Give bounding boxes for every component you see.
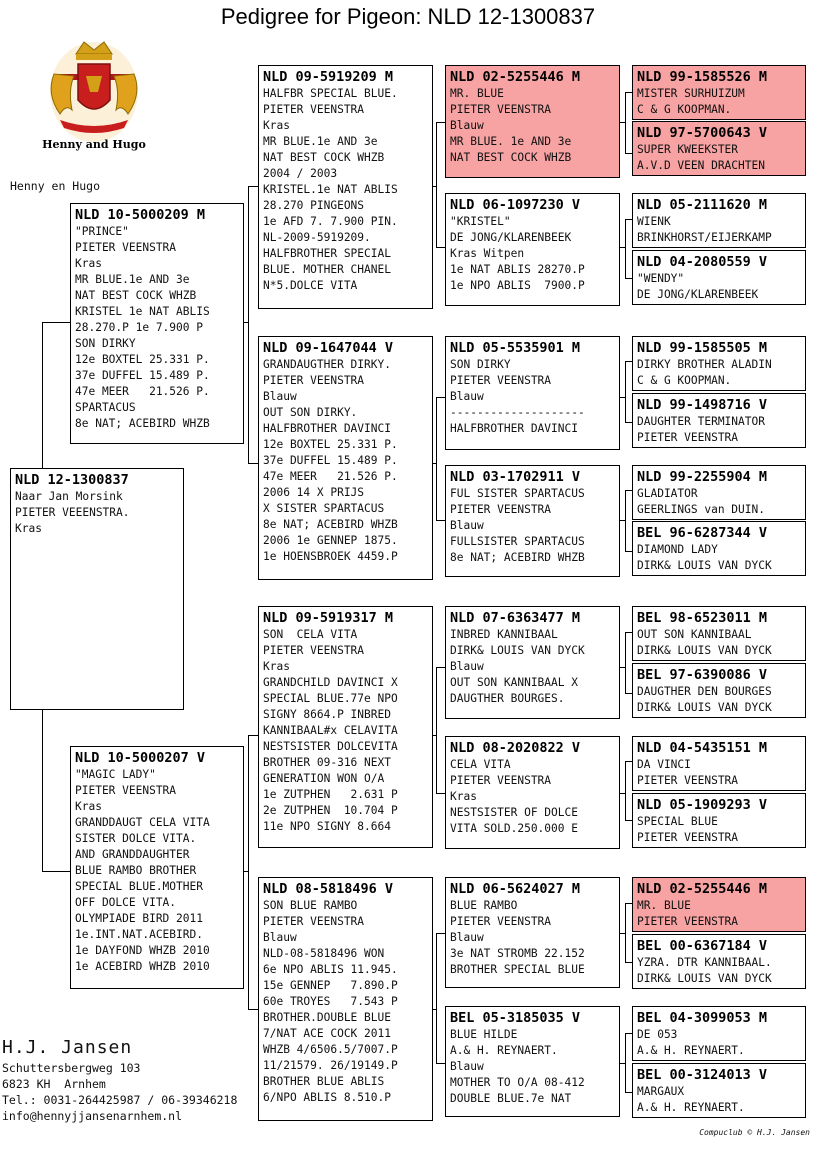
contact-city: 6823 KH Arnhem bbox=[2, 1077, 106, 1091]
ring-number: NLD 08-2020822 V bbox=[450, 740, 581, 756]
pedigree-box-great-great-grandparent bbox=[632, 521, 806, 576]
pedigree-box-great-great-grandparent bbox=[632, 65, 806, 120]
pedigree-box-great-great-grandparent bbox=[632, 663, 806, 718]
connector-line bbox=[436, 933, 437, 1064]
pigeon-info-line: MR. BLUE bbox=[637, 899, 691, 912]
pedigree-box-great-great-grandparent bbox=[632, 1063, 806, 1118]
pigeon-info-line: PIETER VEENSTRA bbox=[450, 915, 552, 928]
connector-line bbox=[625, 761, 626, 821]
pigeon-info-line: PIETER VEENSTRA bbox=[450, 103, 552, 116]
pigeon-info-line: OLYMPIADE BIRD 2011 bbox=[75, 912, 203, 925]
pigeon-info-line: 11e NPO SIGNY 8.664 bbox=[263, 820, 391, 833]
pigeon-info-line: N*5.DOLCE VITA bbox=[263, 279, 358, 292]
pigeon-info-line: DE JONG/KLARENBEEK bbox=[450, 231, 572, 244]
pigeon-info-line: MISTER SURHUIZUM bbox=[637, 87, 745, 100]
pigeon-info-line: NAT BEST COCK WHZB bbox=[263, 151, 385, 164]
contact-email[interactable]: info@hennyjjansenarnhem.nl bbox=[2, 1109, 183, 1123]
pigeon-info-line: Kras bbox=[75, 800, 102, 813]
pedigree-box-great-great-grandparent bbox=[632, 736, 806, 791]
pigeon-info-line: NESTSISTER DOLCEVITA bbox=[263, 740, 398, 753]
connector-line bbox=[436, 667, 445, 668]
pigeon-info-line: GLADIATOR bbox=[637, 487, 698, 500]
pigeon-info-line: SUPER KWEEKSTER bbox=[637, 143, 739, 156]
pigeon-info-line: CELA VITA bbox=[450, 758, 511, 771]
ring-number: NLD 02-5255446 M bbox=[637, 881, 768, 897]
pedigree-box-grandparent bbox=[258, 65, 433, 309]
pigeon-info-line: 2004 / 2003 bbox=[263, 167, 338, 180]
pigeon-info-line: BROTHER SPECIAL BLUE bbox=[450, 963, 585, 976]
pigeon-info-line: MARGAUX bbox=[637, 1085, 685, 1098]
pigeon-info-line: SON BLUE RAMBO bbox=[263, 899, 358, 912]
pigeon-info-line: 37e DUFFEL 15.489 P. bbox=[263, 454, 398, 467]
pigeon-info-line: 15e GENNEP 7.890.P bbox=[263, 979, 398, 992]
pigeon-info-line: BROTHER 09-316 NEXT bbox=[263, 756, 391, 769]
pigeon-info-line: Blauw bbox=[450, 519, 484, 532]
pigeon-info-line: 8e NAT; ACEBIRD WHZB bbox=[263, 518, 398, 531]
pigeon-info-line: DE 053 bbox=[637, 1028, 678, 1041]
pigeon-info-line: FUL SISTER SPARTACUS bbox=[450, 487, 585, 500]
pigeon-info-line: "MAGIC LADY" bbox=[75, 768, 156, 781]
connector-line bbox=[436, 122, 445, 123]
contact-address: Schuttersbergweg 103 bbox=[2, 1061, 141, 1075]
connector-line bbox=[625, 632, 626, 694]
pigeon-info-line: PIETER VEENSTRA bbox=[263, 374, 365, 387]
pedigree-box-great-great-grandparent bbox=[632, 393, 806, 448]
pigeon-info-line: Kras bbox=[75, 257, 102, 270]
pigeon-info-line: DE JONG/KLARENBEEK bbox=[637, 288, 759, 301]
pigeon-info-line: 8e NAT; ACEBIRD WHZB bbox=[75, 417, 210, 430]
pigeon-info-line: YZRA. DTR KANNIBAAL. bbox=[637, 956, 772, 969]
ring-number: NLD 09-1647044 V bbox=[263, 340, 394, 356]
pigeon-info-line: 1e HOENSBROEK 4459.P bbox=[263, 550, 398, 563]
connector-line bbox=[42, 322, 70, 323]
pigeon-info-line: HALFBROTHER DAVINCI bbox=[263, 422, 391, 435]
pigeon-info-line: "KRISTEL" bbox=[450, 215, 511, 228]
pedigree-box-great-great-grandparent bbox=[632, 336, 806, 391]
pigeon-info-line: PIETER VEENSTRA bbox=[263, 915, 365, 928]
connector-line bbox=[436, 1063, 445, 1064]
pedigree-box-great-great-grandparent bbox=[632, 250, 806, 305]
pigeon-info-line: GENERATION WON O/A bbox=[263, 772, 385, 785]
connector-line bbox=[436, 247, 445, 248]
footer-credit: Compuclub © H.J. Jansen bbox=[699, 1128, 810, 1137]
logo-caption: Henny and Hugo bbox=[42, 138, 146, 151]
pigeon-info-line: Kras Witpen bbox=[450, 247, 525, 260]
pigeon-info-line: 1e ACEBIRD WHZB 2010 bbox=[75, 960, 210, 973]
crest-logo bbox=[36, 34, 152, 154]
pigeon-info-line: MR. BLUE bbox=[450, 87, 504, 100]
pedigree-box-great-great-grandparent bbox=[632, 793, 806, 848]
pigeon-info-line: 2006 1e GENNEP 1875. bbox=[263, 534, 398, 547]
pigeon-info-line: 7/NAT ACE COCK 2011 bbox=[263, 1027, 391, 1040]
pigeon-info-line: PIETER VEENSTRA bbox=[75, 241, 177, 254]
connector-line bbox=[436, 520, 445, 521]
pigeon-info-line: DIRK& LOUIS VAN DYCK bbox=[637, 559, 772, 572]
pigeon-info-line: GRANDCHILD DAVINCI X bbox=[263, 676, 398, 689]
connector-line bbox=[248, 186, 249, 464]
pigeon-info-line: KRISTEL 1e NAT ABLIS bbox=[75, 305, 210, 318]
ring-number: NLD 04-2080559 V bbox=[637, 254, 768, 270]
connector-line bbox=[248, 735, 258, 736]
connector-line bbox=[42, 709, 43, 871]
pigeon-info-line: 28.270 PINGEONS bbox=[263, 199, 365, 212]
ring-number: NLD 08-5818496 V bbox=[263, 881, 394, 897]
connector-line bbox=[248, 463, 258, 464]
pigeon-info-line: PIETER VEENSTRA bbox=[263, 644, 365, 657]
pedigree-box-great-great-grandparent bbox=[632, 877, 806, 932]
pigeon-info-line: PIETER VEENSTRA bbox=[637, 774, 739, 787]
pedigree-box-great-great-grandparent bbox=[632, 1006, 806, 1061]
pigeon-info-line: 1e.INT.NAT.ACEBIRD. bbox=[75, 928, 203, 941]
pigeon-info-line: BLUE RAMBO bbox=[450, 899, 518, 912]
connector-line bbox=[42, 322, 43, 468]
owner-name: Henny en Hugo bbox=[10, 179, 101, 193]
ring-number: NLD 04-5435151 M bbox=[637, 740, 768, 756]
ring-number: BEL 00-6367184 V bbox=[637, 938, 768, 954]
ring-number: BEL 05-3185035 V bbox=[450, 1010, 581, 1026]
pigeon-info-line: A.V.D VEEN DRACHTEN bbox=[637, 159, 765, 172]
pigeon-info-line: 1e DAYFOND WHZB 2010 bbox=[75, 944, 210, 957]
pedigree-box-great-grandparent bbox=[445, 606, 620, 719]
pedigree-box-great-grandparent bbox=[445, 1006, 620, 1117]
pigeon-info-line: SIGNY 8664.P INBRED bbox=[263, 708, 391, 721]
ring-number: NLD 05-1909293 V bbox=[637, 797, 768, 813]
pedigree-box-great-grandparent bbox=[445, 877, 620, 988]
pigeon-info-line: DAUGHTER TERMINATOR bbox=[637, 415, 765, 428]
pigeon-info-line: PIETER VEENSTRA bbox=[637, 831, 739, 844]
pedigree-box-dam bbox=[70, 746, 244, 989]
pigeon-info-line: X SISTER SPARTACUS bbox=[263, 502, 385, 515]
ring-number: NLD 07-6363477 M bbox=[450, 610, 581, 626]
pigeon-info-line: MR BLUE.1e AND 3e bbox=[75, 273, 190, 286]
pigeon-info-line: 6/NPO ABLIS 8.510.P bbox=[263, 1091, 391, 1104]
contact-name: H.J. Jansen bbox=[2, 1037, 133, 1058]
pigeon-info-line: BLUE HILDE bbox=[450, 1028, 518, 1041]
pigeon-info-line: Blauw bbox=[263, 931, 297, 944]
pigeon-info-line: SPECIAL BLUE.MOTHER bbox=[75, 880, 203, 893]
pigeon-info-line: Kras bbox=[15, 522, 42, 535]
pigeon-info-line: NAT BEST COCK WHZB bbox=[450, 151, 572, 164]
ring-number: NLD 05-5535901 M bbox=[450, 340, 581, 356]
pigeon-info-line: SON DIRKY bbox=[450, 358, 511, 371]
connector-line bbox=[436, 793, 445, 794]
pigeon-info-line: MOTHER TO O/A 08-412 bbox=[450, 1076, 585, 1089]
pigeon-info-line: Kras bbox=[263, 660, 290, 673]
ring-number: NLD 05-2111620 M bbox=[637, 197, 768, 213]
pigeon-info-line: 1e ZUTPHEN 2.631 P bbox=[263, 788, 398, 801]
pedigree-box-great-grandparent bbox=[445, 465, 620, 577]
pedigree-box-grandparent bbox=[258, 877, 433, 1121]
pigeon-info-line: VITA SOLD.250.000 E bbox=[450, 822, 578, 835]
ring-number: BEL 04-3099053 M bbox=[637, 1010, 768, 1026]
pedigree-box-great-grandparent bbox=[445, 736, 620, 849]
pigeon-info-line: BRINKHORST/EIJERKAMP bbox=[637, 231, 772, 244]
ring-number: NLD 02-5255446 M bbox=[450, 69, 581, 85]
pigeon-info-line: PIETER VEENSTRA bbox=[75, 784, 177, 797]
pigeon-info-line: Blauw bbox=[450, 660, 484, 673]
pigeon-info-line: A.& H. REYNAERT. bbox=[637, 1101, 745, 1114]
pigeon-info-line: KRISTEL.1e NAT ABLIS bbox=[263, 183, 398, 196]
pigeon-info-line: DIRK& LOUIS VAN DYCK bbox=[450, 644, 585, 657]
pigeon-info-line: Blauw bbox=[450, 931, 484, 944]
pigeon-info-line: Kras bbox=[263, 119, 290, 132]
ring-number: BEL 97-6390086 V bbox=[637, 667, 768, 683]
pedigree-box-great-grandparent bbox=[445, 65, 620, 178]
pigeon-info-line: DA VINCI bbox=[637, 758, 691, 771]
pigeon-info-line: C & G KOOPMAN. bbox=[637, 374, 732, 387]
ring-number: NLD 10-5000209 M bbox=[75, 207, 206, 223]
pigeon-info-line: Blauw bbox=[450, 1060, 484, 1073]
pigeon-info-line: 1e NAT ABLIS 28270.P bbox=[450, 263, 585, 276]
pigeon-info-line: 2e ZUTPHEN 10.704 P bbox=[263, 804, 398, 817]
pigeon-info-line: GRANDAUGTHER DIRKY. bbox=[263, 358, 391, 371]
pigeon-info-line: AND GRANDDAUGHTER bbox=[75, 848, 190, 861]
pigeon-info-line: DIRKY BROTHER ALADIN bbox=[637, 358, 772, 371]
pigeon-info-line: OUT SON KANNIBAAL bbox=[637, 628, 752, 641]
pigeon-info-line: OFF DOLCE VITA. bbox=[75, 896, 177, 909]
pigeon-info-line: BLUE. MOTHER CHANEL bbox=[263, 263, 391, 276]
pigeon-info-line: DIAMOND LADY bbox=[637, 543, 718, 556]
pigeon-info-line: HALFBROTHER DAVINCI bbox=[450, 422, 578, 435]
pigeon-info-line: 1e AFD 7. 7.900 PIN. bbox=[263, 215, 398, 228]
connector-line bbox=[436, 933, 445, 934]
pigeon-info-line: OUT SON DIRKY. bbox=[263, 406, 358, 419]
pigeon-info-line: NAT BEST COCK WHZB bbox=[75, 289, 197, 302]
ring-number: NLD 99-1498716 V bbox=[637, 397, 768, 413]
ring-number: NLD 06-5624027 M bbox=[450, 881, 581, 897]
pigeon-info-line: WHZB 4/6506.5/7007.P bbox=[263, 1043, 398, 1056]
connector-line bbox=[436, 397, 445, 398]
pedigree-box-great-grandparent bbox=[445, 336, 620, 450]
pigeon-info-line: GRANDDAUGT CELA VITA bbox=[75, 816, 210, 829]
pigeon-info-line: 12e BOXTEL 25.331 P. bbox=[263, 438, 398, 451]
pigeon-info-line: "WENDY" bbox=[637, 272, 685, 285]
pigeon-info-line: NL-2009-5919209. bbox=[263, 231, 371, 244]
ring-number: BEL 96-6287344 V bbox=[637, 525, 768, 541]
pigeon-info-line: BLUE RAMBO BROTHER bbox=[75, 864, 197, 877]
ring-number: NLD 97-5700643 V bbox=[637, 125, 768, 141]
pedigree-box-sire bbox=[70, 203, 244, 444]
pigeon-info-line: -------------------- bbox=[450, 406, 585, 419]
connector-line bbox=[625, 490, 626, 552]
pigeon-info-line: 28.270.P 1e 7.900 P bbox=[75, 321, 203, 334]
pedigree-box-great-great-grandparent bbox=[632, 465, 806, 520]
pigeon-info-line: 60e TROYES 7.543 P bbox=[263, 995, 398, 1008]
pedigree-box-great-great-grandparent bbox=[632, 193, 806, 248]
ring-number: NLD 12-1300837 bbox=[15, 472, 129, 488]
pigeon-info-line: 8e NAT; ACEBIRD WHZB bbox=[450, 551, 585, 564]
pigeon-info-line: 12e BOXTEL 25.331 P. bbox=[75, 353, 210, 366]
pigeon-info-line: SPARTACUS bbox=[75, 401, 136, 414]
pigeon-info-line: PIETER VEENSTRA bbox=[450, 374, 552, 387]
page-title: Pedigree for Pigeon: NLD 12-1300837 bbox=[220, 4, 596, 29]
pigeon-info-line: MR BLUE.1e AND 3e bbox=[263, 135, 378, 148]
pigeon-info-line: PIETER VEENSTRA bbox=[263, 103, 365, 116]
pigeon-info-line: SON CELA VITA bbox=[263, 628, 358, 641]
pigeon-info-line: Blauw bbox=[263, 390, 297, 403]
pigeon-info-line: A.& H. REYNAERT. bbox=[450, 1044, 558, 1057]
pedigree-box-great-great-grandparent bbox=[632, 934, 806, 989]
pigeon-info-line: GEERLINGS van DUIN. bbox=[637, 503, 765, 516]
pigeon-info-line: SISTER DOLCE VITA. bbox=[75, 832, 197, 845]
pedigree-box-grandparent bbox=[258, 336, 433, 580]
ring-number: NLD 99-1585526 M bbox=[637, 69, 768, 85]
pigeon-info-line: SON DIRKY bbox=[75, 337, 136, 350]
ring-number: NLD 99-2255904 M bbox=[637, 469, 768, 485]
pedigree-box-great-great-grandparent bbox=[632, 121, 806, 176]
connector-line bbox=[625, 361, 626, 423]
pigeon-info-line: "PRINCE" bbox=[75, 225, 129, 238]
pigeon-info-line: HALFBR SPECIAL BLUE. bbox=[263, 87, 398, 100]
pigeon-info-line: WIENK bbox=[637, 215, 671, 228]
pigeon-info-line: DIRK& LOUIS VAN DYCK bbox=[637, 972, 772, 985]
pigeon-info-line: Blauw bbox=[450, 390, 484, 403]
ring-number: NLD 09-5919317 M bbox=[263, 610, 394, 626]
pigeon-info-line: PIETER VEEENSTRA. bbox=[15, 506, 130, 519]
pigeon-info-line: 37e DUFFEL 15.489 P. bbox=[75, 369, 210, 382]
ring-number: NLD 99-1585505 M bbox=[637, 340, 768, 356]
pigeon-info-line: 6e NPO ABLIS 11.945. bbox=[263, 963, 398, 976]
pigeon-info-line: 2006 14 X PRIJS bbox=[263, 486, 365, 499]
pigeon-info-line: PIETER VEENSTRA bbox=[450, 503, 552, 516]
pigeon-info-line: INBRED KANNIBAAL bbox=[450, 628, 558, 641]
connector-line bbox=[248, 186, 258, 187]
ring-number: NLD 03-1702911 V bbox=[450, 469, 581, 485]
pigeon-info-line: 1e NPO ABLIS 7900.P bbox=[450, 279, 585, 292]
ring-number: NLD 09-5919209 M bbox=[263, 69, 394, 85]
pigeon-info-line: Naar Jan Morsink bbox=[15, 490, 123, 503]
pigeon-info-line: FULLSISTER SPARTACUS bbox=[450, 535, 585, 548]
pigeon-info-line: NLD-08-5818496 WON bbox=[263, 947, 385, 960]
connector-line bbox=[248, 735, 249, 1010]
pigeon-info-line: BROTHER BLUE ABLIS bbox=[263, 1075, 385, 1088]
pedigree-box-great-great-grandparent bbox=[632, 606, 806, 661]
pigeon-info-line: DAUGTHER BOURGES. bbox=[450, 692, 565, 705]
pigeon-info-line: Blauw bbox=[450, 119, 484, 132]
pedigree-box-grandparent bbox=[258, 606, 433, 848]
pigeon-info-line: BROTHER.DOUBLE BLUE bbox=[263, 1011, 391, 1024]
connector-line bbox=[625, 92, 626, 154]
pigeon-info-line: Kras bbox=[450, 790, 477, 803]
pigeon-info-line: PIETER VEENSTRA bbox=[637, 431, 739, 444]
pigeon-info-line: 47e MEER 21.526 P. bbox=[263, 470, 398, 483]
connector-line bbox=[625, 219, 626, 279]
pigeon-info-line: DIRK& LOUIS VAN DYCK bbox=[637, 701, 772, 714]
pigeon-info-line: OUT SON KANNIBAAL X bbox=[450, 676, 578, 689]
pigeon-info-line: DAUGTHER DEN BOURGES bbox=[637, 685, 772, 698]
connector-line bbox=[248, 1009, 258, 1010]
connector-line bbox=[436, 122, 437, 248]
connector-line bbox=[625, 1033, 626, 1093]
connector-line bbox=[42, 871, 70, 872]
ring-number: NLD 06-1097230 V bbox=[450, 197, 581, 213]
pigeon-info-line: 47e MEER 21.526 P. bbox=[75, 385, 210, 398]
pedigree-box-great-grandparent bbox=[445, 193, 620, 306]
pigeon-info-line: PIETER VEENSTRA bbox=[450, 774, 552, 787]
pigeon-info-line: NESTSISTER OF DOLCE bbox=[450, 806, 578, 819]
pigeon-info-line: C & G KOOPMAN. bbox=[637, 103, 732, 116]
pigeon-info-line: HALFBROTHER SPECIAL bbox=[263, 247, 391, 260]
contact-block bbox=[2, 1036, 237, 1124]
pigeon-info-line: PIETER VEENSTRA bbox=[637, 915, 739, 928]
pigeon-info-line: MR BLUE. 1e AND 3e bbox=[450, 135, 572, 148]
ring-number: NLD 10-5000207 V bbox=[75, 750, 206, 766]
pigeon-info-line: DIRK& LOUIS VAN DYCK bbox=[637, 644, 772, 657]
connector-line bbox=[625, 903, 626, 963]
pigeon-info-line: KANNIBAAL#x CELAVITA bbox=[263, 724, 398, 737]
pigeon-info-line: 11/21579. 26/19149.P bbox=[263, 1059, 398, 1072]
ring-number: BEL 98-6523011 M bbox=[637, 610, 768, 626]
pigeon-info-line: SPECIAL BLUE bbox=[637, 815, 718, 828]
connector-line bbox=[436, 397, 437, 521]
pigeon-info-line: SPECIAL BLUE.77e NPO bbox=[263, 692, 398, 705]
pigeon-info-line: DOUBLE BLUE.7e NAT bbox=[450, 1092, 572, 1105]
pigeon-info-line: A.& H. REYNAERT. bbox=[637, 1044, 745, 1057]
pigeon-info-line: 3e NAT STROMB 22.152 bbox=[450, 947, 585, 960]
contact-phone: Tel.: 0031-264425987 / 06-39346218 bbox=[2, 1093, 238, 1107]
pedigree-box-subject bbox=[10, 468, 184, 710]
ring-number: BEL 00-3124013 V bbox=[637, 1067, 768, 1083]
connector-line bbox=[436, 667, 437, 794]
